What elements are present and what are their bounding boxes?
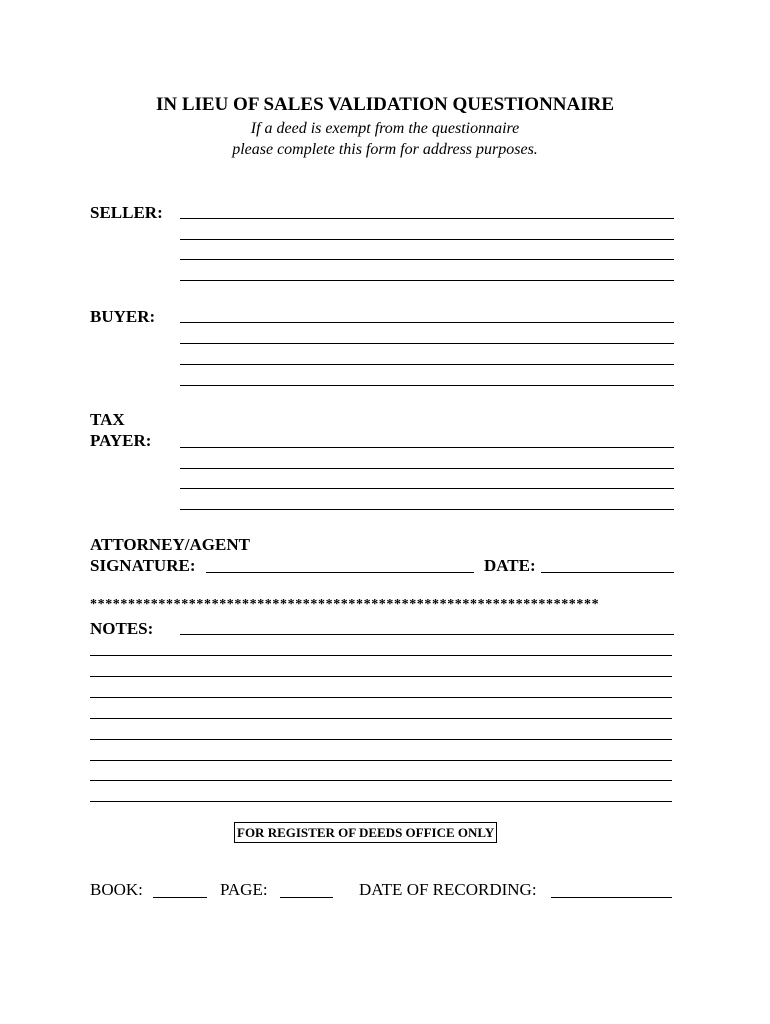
attorney-label-line1: ATTORNEY/AGENT	[90, 535, 250, 554]
page-label: PAGE:	[220, 880, 268, 899]
seller-line-4[interactable]	[180, 280, 674, 281]
seller-line-1[interactable]	[180, 218, 674, 219]
asterisk-separator: *******************************************************************	[90, 597, 600, 612]
notes-line-3[interactable]	[90, 676, 672, 677]
tax-label-line2: PAYER:	[90, 431, 152, 450]
buyer-line-4[interactable]	[180, 385, 674, 386]
signature-line[interactable]	[206, 572, 474, 573]
notes-line-5[interactable]	[90, 718, 672, 719]
book-label: BOOK:	[90, 880, 143, 899]
taxpayer-line-3[interactable]	[180, 488, 674, 489]
seller-line-2[interactable]	[180, 239, 674, 240]
buyer-line-2[interactable]	[180, 343, 674, 344]
taxpayer-line-1[interactable]	[180, 447, 674, 448]
notes-line-9[interactable]	[90, 801, 672, 802]
tax-label-line1: TAX	[90, 410, 125, 429]
notes-label: NOTES:	[90, 619, 154, 638]
notes-line-6[interactable]	[90, 739, 672, 740]
date-of-recording-line[interactable]	[551, 897, 672, 898]
form-subtitle-line2: please complete this form for address purposes.	[232, 141, 538, 158]
page-line[interactable]	[280, 897, 333, 898]
taxpayer-line-2[interactable]	[180, 468, 674, 469]
notes-line-4[interactable]	[90, 697, 672, 698]
seller-line-3[interactable]	[180, 259, 674, 260]
date-line[interactable]	[541, 572, 674, 573]
date-label: DATE:	[484, 556, 536, 575]
date-of-recording-label: DATE OF RECORDING:	[359, 880, 537, 899]
buyer-label: BUYER:	[90, 307, 156, 326]
signature-label: SIGNATURE:	[90, 556, 196, 575]
office-use-box: FOR REGISTER OF DEEDS OFFICE ONLY	[234, 822, 497, 843]
buyer-line-1[interactable]	[180, 322, 674, 323]
notes-line-2[interactable]	[90, 655, 672, 656]
form-subtitle-line1: If a deed is exempt from the questionnaire	[250, 120, 520, 137]
buyer-line-3[interactable]	[180, 364, 674, 365]
taxpayer-line-4[interactable]	[180, 509, 674, 510]
seller-label: SELLER:	[90, 203, 163, 222]
book-line[interactable]	[153, 897, 207, 898]
notes-line-8[interactable]	[90, 780, 672, 781]
notes-line-7[interactable]	[90, 760, 672, 761]
notes-line-1[interactable]	[180, 634, 674, 635]
form-title: IN LIEU OF SALES VALIDATION QUESTIONNAIRE	[155, 94, 615, 115]
